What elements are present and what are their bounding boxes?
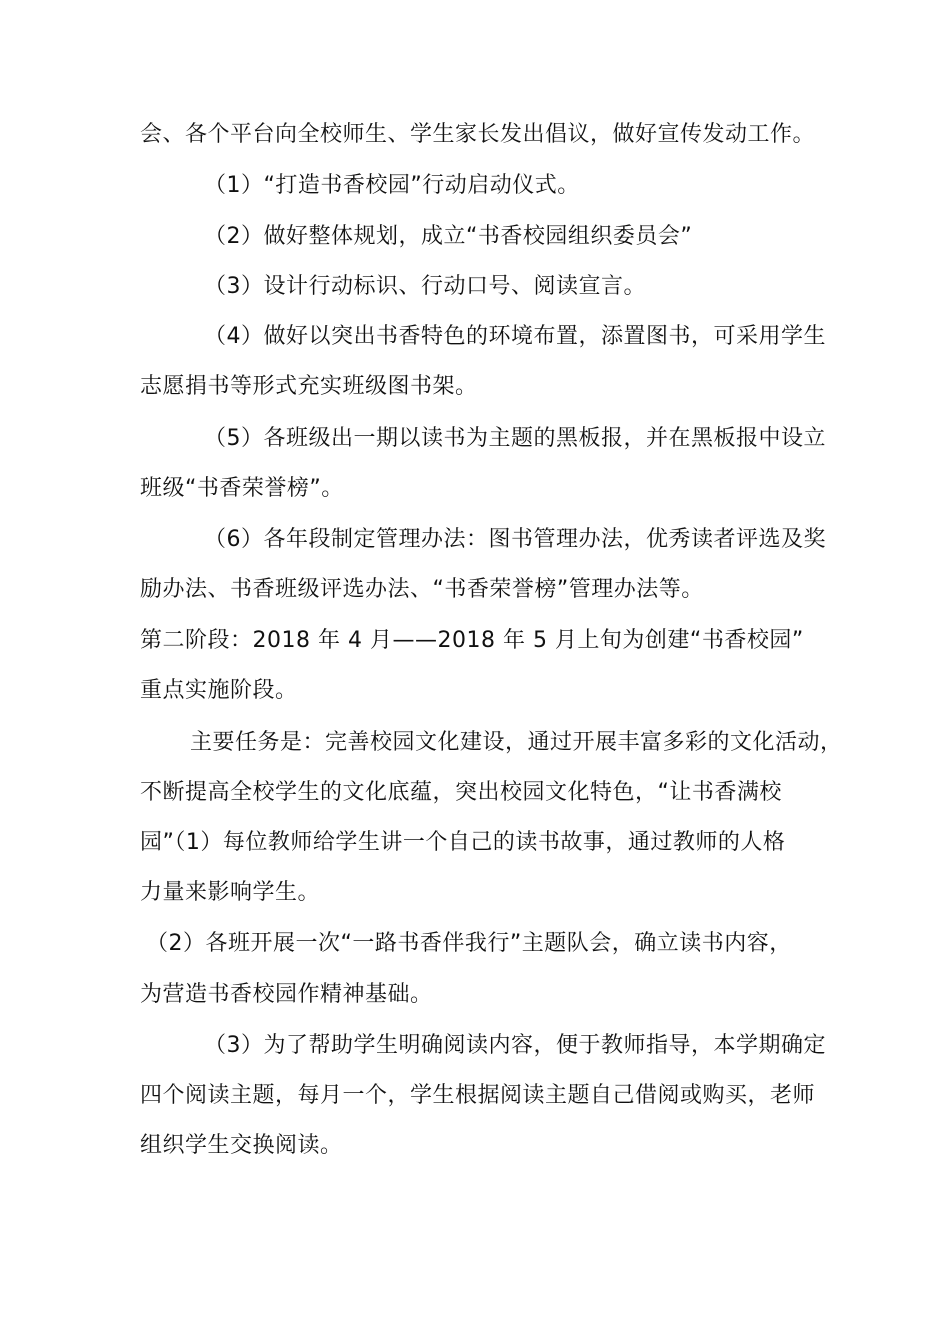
text-line: （4）做好以突出书香特色的环境布置，添置图书，可采用学生 [204,324,826,349]
text-line: 园”（1）每位教师给学生讲一个自己的读书故事，通过教师的人格 [140,830,786,855]
text-line: （3）设计行动标识、行动口号、阅读宣言。 [204,274,646,299]
text-line: 不断提高全校学生的文化底蕴，突出校园文化特色，“让书香满校 [140,780,782,805]
text-line: 班级“书香荣誉榜”。 [140,476,344,501]
text-line: （2）各班开展一次“一路书香伴我行”主题队会，确立读书内容， [146,931,792,956]
text-line: （3）为了帮助学生明确阅读内容，便于教师指导，本学期确定 [204,1033,826,1058]
text-line: 会、各个平台向全校师生、学生家长发出倡议，做好宣传发动工作。 [140,122,816,147]
text-line: 四个阅读主题，每月一个，学生根据阅读主题自己借阅或购买，老师 [140,1083,816,1108]
text-line: （2）做好整体规划，成立“书香校园组织委员会” [204,224,693,249]
text-line: （1）“打造书香校园”行动启动仪式。 [204,173,580,198]
text-line: （5）各班级出一期以读书为主题的黑板报，并在黑板报中设立 [204,426,826,451]
text-line: 组织学生交换阅读。 [140,1133,343,1158]
text-line: 力量来影响学生。 [140,880,321,905]
text-line: 志愿捐书等形式充实班级图书架。 [140,374,478,399]
text-line: 主要任务是：完善校园文化建设，通过开展丰富多彩的文化活动， [190,730,843,755]
text-line: （6）各年段制定管理办法：图书管理办法，优秀读者评选及奖 [204,527,826,552]
text-line: 为营造书香校园作精神基础。 [140,982,433,1007]
section-heading: 第二阶段：2018 年 4 月——2018 年 5 月上旬为创建“书香校园” [140,628,804,653]
text-line: 重点实施阶段。 [140,678,298,703]
text-line: 励办法、书香班级评选办法、“书香荣誉榜”管理办法等。 [140,577,704,602]
